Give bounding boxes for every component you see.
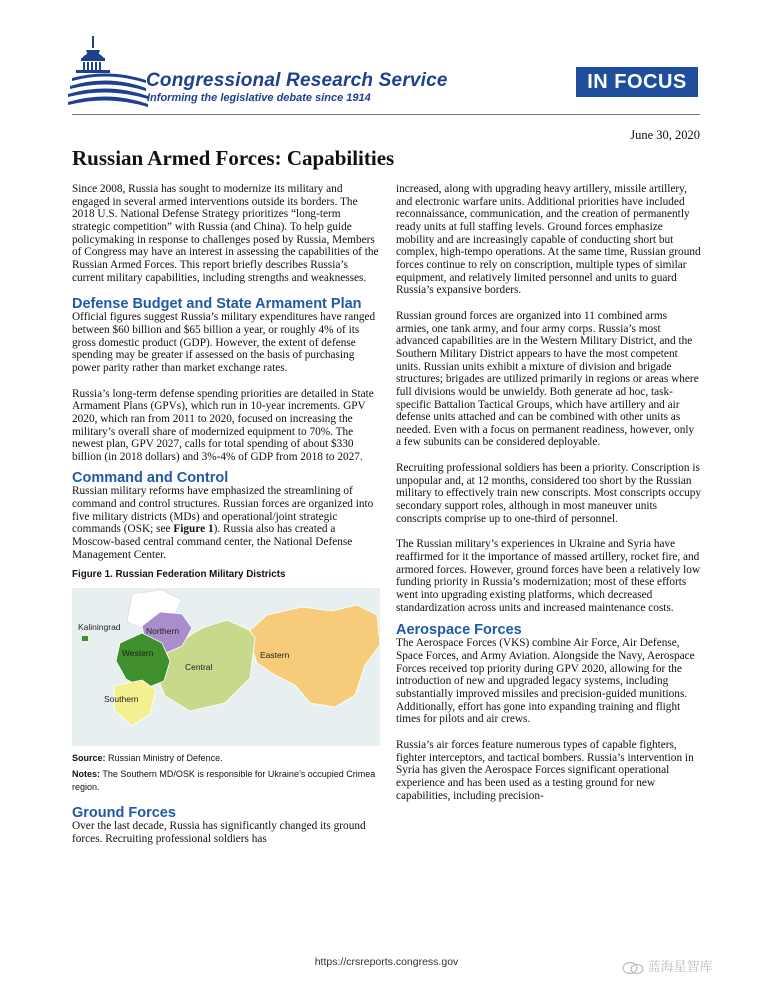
in-focus-badge: IN FOCUS	[576, 67, 698, 97]
watermark	[622, 956, 713, 975]
military-districts-map	[72, 588, 380, 746]
org-name: Congressional Research Service	[146, 70, 448, 91]
ground-paragraph-2: Russian ground forces are organized into 11 combined arms armies, one tank army, and four army corps. Russia’s most advanced capabilities are in the Western Military District, and the Southern Military District appears to have the most competent units. Russian units exhibit a mixture of division and brigade structures; brigades are utilized primarily in regions or areas where full divisions would be unwieldy. Both generate ad hoc, task-specific Battalion Tactical Groups, which have artillery and air defense units attached and can be combined with other units as needed. Even with a focus on permanent readiness, however, only a few subunits can be considered deployable.	[396, 309, 699, 449]
intro-paragraph: Since 2008, Russia has sought to modernize its military and engaged in several armed interventions outside its borders. The 2018 U.S. National Defense Strategy prioritizes “long-term strategic competition” with Russia (and China). To help guide policymaking in response to challenges posed by Russia, Members of Congress may have an interest in assessing the capabilities of the Russian Armed Forces. This report briefly describes Russia’s current military capabilities, including strengths and weaknesses.	[72, 183, 379, 284]
aerospace-heading: Aerospace Forces	[396, 622, 522, 639]
ground-paragraph-3: Recruiting professional soldiers has been a priority. Conscription is unpopular and, at 12 months, considered too short by the Russian military to effectively train new conscripts. Most conscripts occupy secondary support roles, although in most maneuver units conscripts comprise up to one-third of personnel.	[396, 462, 702, 525]
budget-heading: Defense Budget and State Armament Plan	[72, 296, 362, 313]
map-label-kaliningrad: Kaliningrad	[78, 622, 121, 633]
map-kaliningrad	[82, 636, 88, 641]
ground-paragraph-4: The Russian military’s experiences in Ukraine and Syria have reaffirmed for it the importance of massed artillery, rocket fire, and armored forces. However, ground forces have been a relatively low funding priority in Russia’s modernization; most of these efforts went into upgrading existing platforms, which decreased standardization across units and increased maintenance costs.	[396, 538, 701, 614]
aerospace-paragraph-2: Russia’s air forces feature numerous types of capable fighters, fighter interceptors, and tactical bombers. Russia’s intervention in Syria has given the Aerospace Forces significant operational experience and has been used as a testing ground for new capabilities, including precision-	[396, 738, 694, 802]
map-label-northern: Northern	[146, 626, 180, 637]
footer-url[interactable]: https://crsreports.congress.gov	[314, 956, 459, 968]
watermark-text: 蓝海星智库	[647, 959, 713, 974]
ground-paragraph-1: Over the last decade, Russia has significantly changed its ground forces. Recruiting professional soldiers has	[72, 820, 366, 845]
map-label-western: Western	[122, 648, 154, 659]
map-label-central: Central	[185, 662, 213, 673]
ground-paragraph-1-continued: increased, along with upgrading heavy artillery, missile artillery, and electronic warfare units. Additional priorities have included reconnaissance, communication, and the creation of permanently ready units at full staffing levels. Ground forces emphasize mobility and are increasingly capable of conducting short but complex, high-tempo operations. At the same time, Russian ground forces continue to rely on conscription, multiple types of similar equipment, and relatively limited personnel and units to guard Russia’s expansive borders.	[396, 183, 701, 297]
right-column	[396, 183, 702, 815]
command-text-end: ). Russia also has created a Moscow-based central command center, the National Defense Management Center.	[72, 523, 353, 561]
ground-forces-heading: Ground Forces	[72, 805, 176, 822]
figure-source: Source: Russian Ministry of Defence.	[72, 753, 223, 764]
wechat-icon	[622, 961, 644, 975]
left-column	[72, 183, 380, 858]
map-label-southern: Southern	[104, 694, 139, 705]
crs-capitol-logo	[68, 34, 148, 112]
figure-1-reference[interactable]: Figure 1	[173, 523, 214, 536]
figure-title: Figure 1. Russian Federation Military Districts	[72, 569, 286, 581]
map-label-eastern: Eastern	[260, 650, 290, 661]
aerospace-paragraph-1: The Aerospace Forces (VKS) combine Air Force, Air Defense, Space Forces, and Army Aviation. Alongside the Navy, Aerospace Forces received top priority during GPV 2020, allowing for the introduction of new and upgraded legacy systems, including substantially improved missiles and precision-guided munitions. Additionally, effort has gone into expanding training and flight times for pilots and air crews.	[396, 637, 695, 726]
figure-notes: Notes: The Southern MD/OSK is responsible for Ukraine’s occupied Crimea region.	[72, 769, 376, 793]
publication-date: June 30, 2020	[630, 128, 700, 142]
command-heading: Command and Control	[72, 470, 229, 487]
command-text-start: Russian military reforms have emphasized the streamlining of command and control structures. Russian forces are organized into five military districts (MDs) and operational/joint strategic commands (OSK; see	[72, 485, 374, 536]
budget-paragraph-2: Russia’s long-term defense spending priorities are detailed in State Armament Plans (GPVs), which run in 10-year increments. GPV 2020, which ran from 2011 to 2020, focused on increasing the military’s overall share of modernized equipment to 70%. The newest plan, GPV 2027, calls for total spending of about $330 billion (in 2018 dollars) and 3%-4% of GDP from 2018 to 2027.	[72, 387, 374, 463]
header-divider	[72, 114, 700, 115]
org-tagline: Informing the legislative debate since 1914	[147, 92, 371, 104]
page-title: Russian Armed Forces: Capabilities	[72, 146, 395, 170]
budget-paragraph-1: Official figures suggest Russia’s military expenditures have ranged between $60 billion and $65 billion a year, or roughly 4% of its gross domestic product (GDP). However, the extent of defense spending may be greater if assessed on the basis of purchasing power parity rather than market exchange rates.	[72, 311, 376, 374]
command-paragraph	[72, 485, 380, 561]
